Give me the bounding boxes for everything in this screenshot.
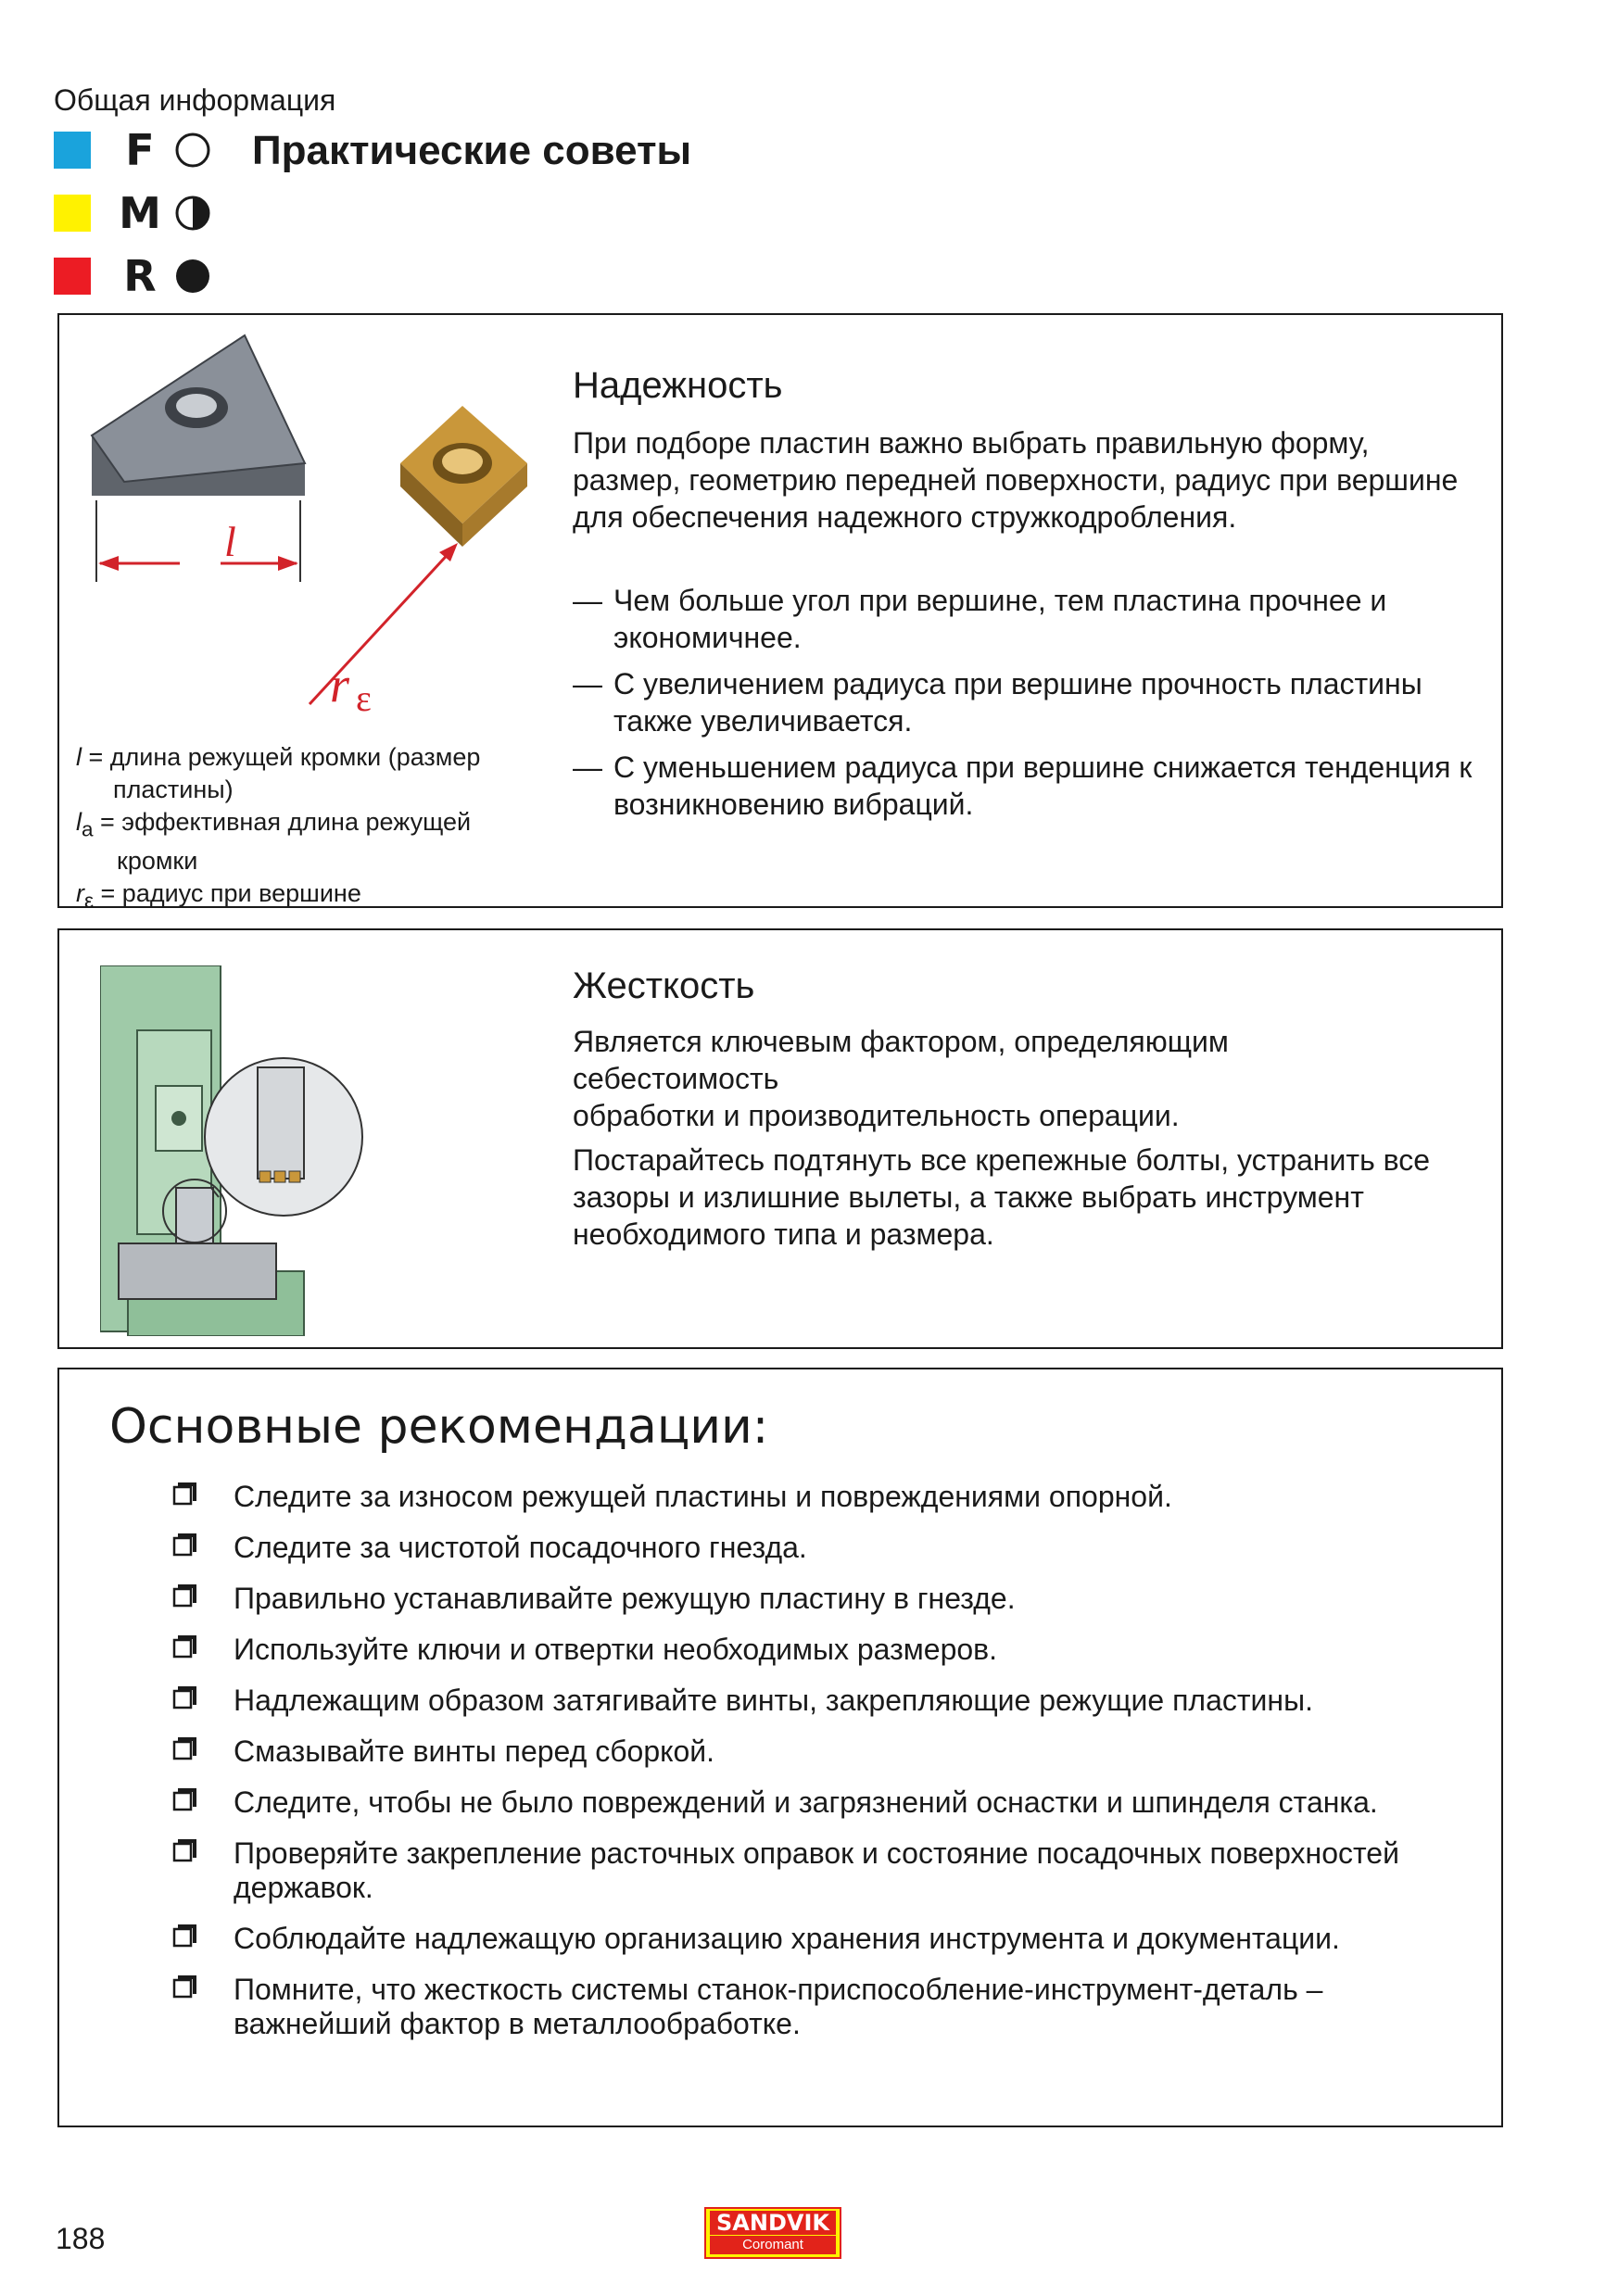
legend-row-m — [54, 188, 211, 238]
rigidity-para2: Постарайтесь подтянуть все крепежные болты, устранить все зазоры и излишние вылеты, а также выбрать инструмент необходимого типа и размера. — [573, 1143, 1431, 1251]
logo-text: SANDVIK — [710, 2211, 836, 2235]
list-item: — Чем больше угол при вершине, тем пластина прочнее и экономичнее. — [573, 584, 1387, 654]
legend-item-re: $r_\varepsilon$ = радиус при вершине — [76, 879, 361, 913]
rigidity-box — [57, 928, 1503, 1349]
checkbox-icon — [172, 1634, 196, 1659]
page-title: Практические советы — [252, 128, 692, 173]
list-item: Используйте ключи и отвертки необходимых размеров. — [172, 1633, 1451, 1667]
reliability-title: Надежность — [573, 365, 783, 406]
empty-circle-icon — [174, 132, 211, 169]
yellow-square-icon — [54, 195, 91, 232]
label-r: r — [330, 657, 350, 713]
list-item: Следите за чистотой посадочного гнезда. — [172, 1531, 1451, 1565]
label-l: l — [224, 518, 236, 565]
checkbox-icon — [172, 1924, 196, 1948]
checkbox-icon — [172, 1787, 196, 1811]
checkbox-icon — [172, 1838, 196, 1862]
legend-item-la: $l_a$ = эффективная длина режущей — [76, 808, 472, 841]
machine-illustration — [100, 965, 406, 1336]
sandvik-logo — [704, 2207, 841, 2259]
section-label: Общая информация — [54, 83, 336, 117]
legend-letter-f: F — [125, 125, 155, 175]
checkbox-icon — [172, 1974, 196, 1999]
list-item: — С увеличением радиуса при вершине прочность пластины также увеличивается. — [573, 667, 1422, 738]
list-item: Соблюдайте надлежащую организацию хранения инструмента и документации. — [172, 1922, 1451, 1956]
blue-square-icon — [54, 132, 91, 169]
legend-item-l: l = длина режущей кромки (размер — [76, 743, 481, 771]
list-item: — С уменьшением радиуса при вершине снижается тенденция к возникновению вибраций. — [573, 751, 1473, 821]
legend-row-r — [54, 251, 211, 301]
reliability-bullets — [573, 582, 1481, 832]
legend-letter-m: M — [119, 188, 161, 238]
logo-subtext: Coromant — [710, 2236, 836, 2254]
rigidity-title: Жесткость — [573, 965, 755, 1006]
legend-item-l-cont: пластины) — [113, 776, 234, 803]
list-item: Следите за износом режущей пластины и повреждениями опорной. — [172, 1480, 1451, 1514]
checkbox-icon — [172, 1583, 196, 1608]
list-item: Смазывайте винты перед сборкой. — [172, 1735, 1451, 1769]
red-square-icon — [54, 258, 91, 295]
insert-dimension-figure — [87, 334, 569, 797]
filled-circle-icon — [174, 258, 211, 295]
rigidity-para1: Является ключевым фактором, определяющим себестоимость обработки и производительность операции. — [573, 1025, 1229, 1132]
legend-row-f — [54, 125, 211, 175]
checkbox-icon — [172, 1685, 196, 1709]
label-epsilon: ε — [356, 677, 372, 719]
legend-item-la-cont: кромки — [117, 847, 198, 876]
list-item: Правильно устанавливайте режущую пластину в гнезде. — [172, 1582, 1451, 1616]
recommendations-title: Основные рекомендации: — [109, 1399, 769, 1455]
checkbox-icon — [172, 1482, 196, 1506]
half-circle-icon — [174, 195, 211, 232]
checkbox-icon — [172, 1736, 196, 1760]
list-item: Проверяйте закрепление расточных оправок и состояние посадочных поверхностей державок. — [172, 1836, 1451, 1905]
figure-legend — [76, 741, 558, 917]
checkbox-icon — [172, 1533, 196, 1557]
page-number: 188 — [56, 2222, 106, 2255]
list-item: Следите, чтобы не было повреждений и загрязнений оснастки и шпинделя станка. — [172, 1785, 1451, 1820]
reliability-intro: При подборе пластин важно выбрать правильную форму, размер, геометрию передней поверхности, радиус при вершине для обеспечения надежного стружкодробления. — [573, 426, 1459, 534]
list-item: Надлежащим образом затягивайте винты, закрепляющие режущие пластины. — [172, 1684, 1451, 1718]
reliability-box — [57, 313, 1503, 913]
legend-letter-r: R — [123, 251, 157, 301]
recommendations-list — [172, 1480, 1451, 2058]
list-item: Помните, что жесткость системы станок-приспособление-инструмент-деталь – важнейший фактор в металлообработке. — [172, 1973, 1451, 2041]
